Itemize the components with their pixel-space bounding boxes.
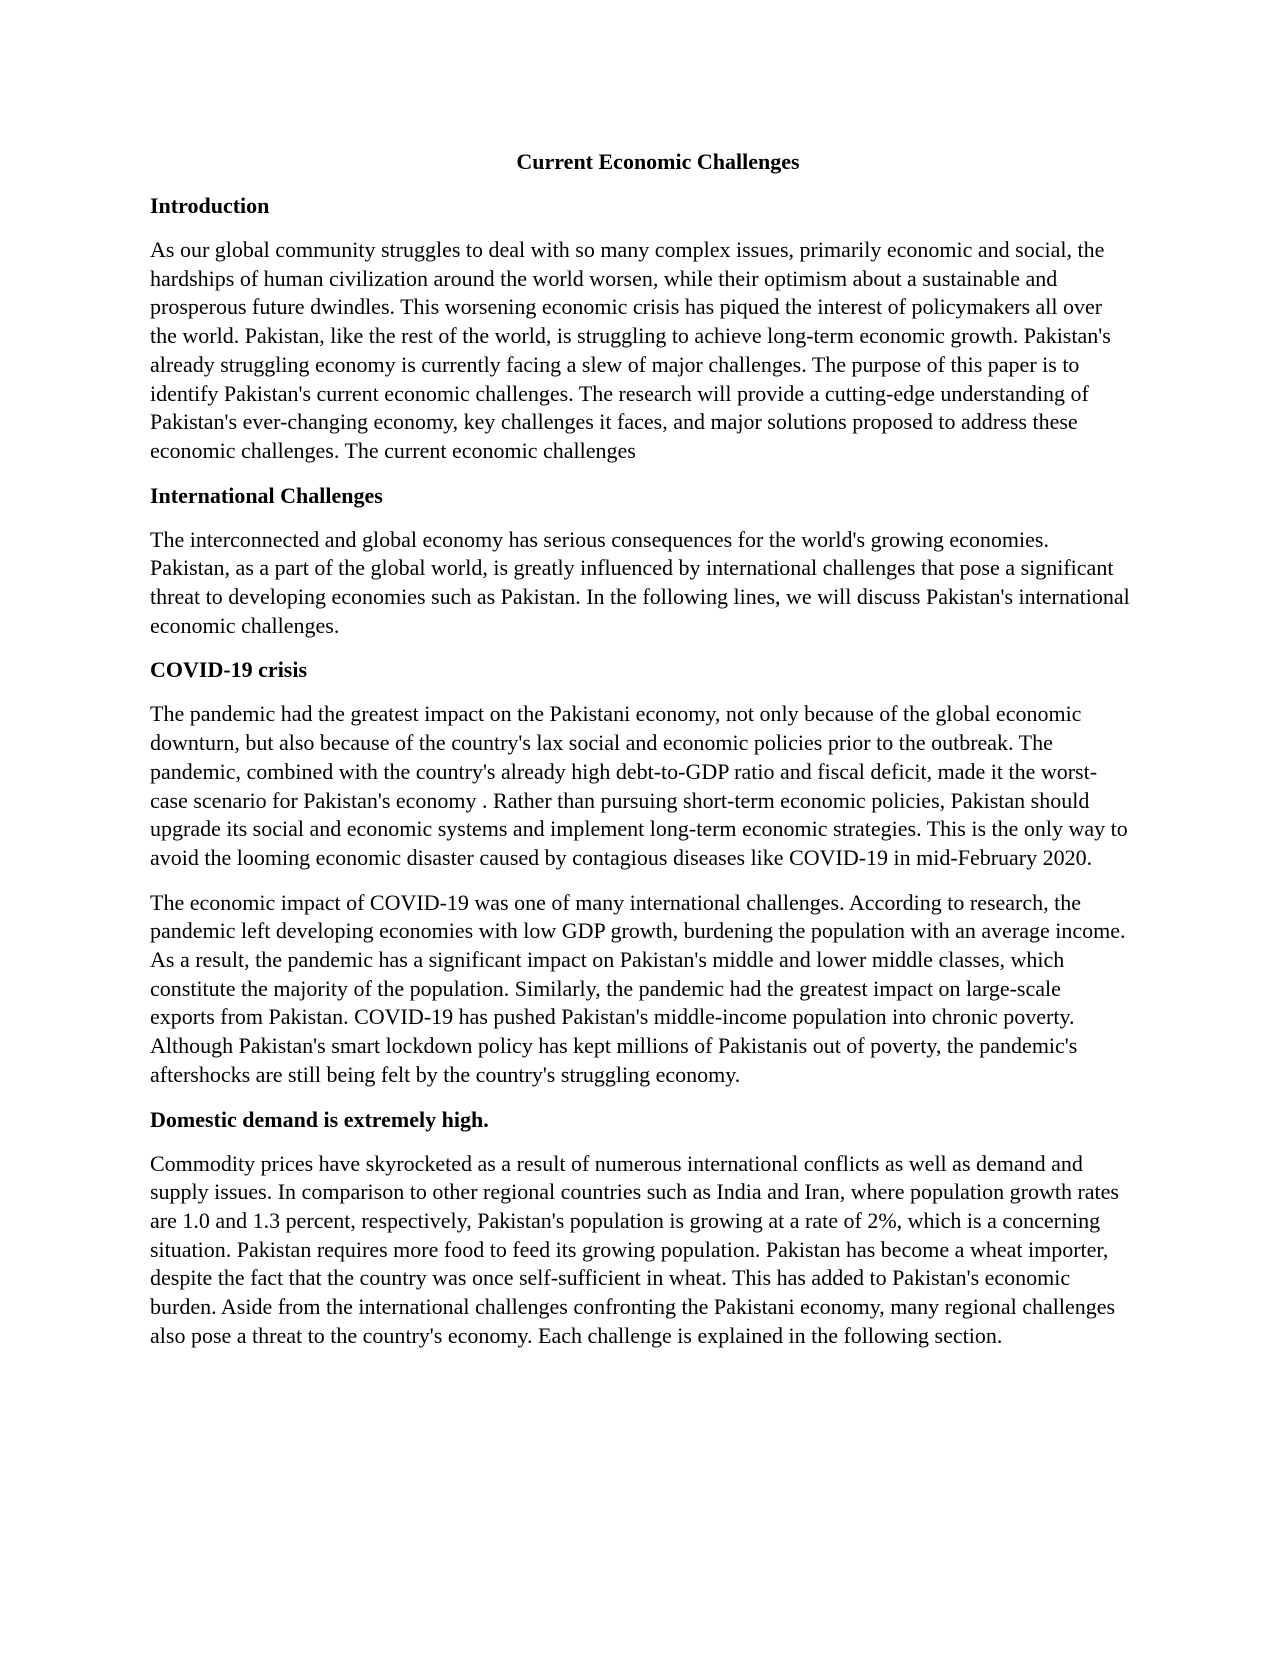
section-heading-introduction: Introduction (150, 193, 270, 218)
section-heading-domestic-demand: Domestic demand is extremely high. (150, 1106, 489, 1132)
paragraph-introduction: As our global community struggles to deal with so many complex issues, primarily economic and social, the hardships of human civilization around the world worsen, while their optimism about a sustainable and prosperous future dwindles. This worsening economic crisis has piqued the interest of policymakers all over the world. Pakistan, like the rest of the world, is struggling to achieve long-term economic growth. Pakistan's already struggling economy is currently facing a slew of major challenges. The purpose of this paper is to identify Pakistan's current economic challenges. The research will provide a cutting-edge understanding of Pakistan's ever-changing economy, key challenges it faces, and major solutions proposed to address these economic challenges. The current economic challenges (150, 237, 1111, 463)
paragraph-international-challenges: The interconnected and global economy has serious consequences for the world's growing economies. Pakistan, as a part of the global world, is greatly influenced by international challenges that pose a significant threat to developing economies such as Pakistan. In the following lines, we will discuss Pakistan's international economic challenges. (150, 526, 1130, 638)
paragraph-domestic-demand: Commodity prices have skyrocketed as a result of numerous international conflicts as well as demand and supply issues. In comparison to other regional countries such as India and Iran, where population growth rates are 1.0 and 1.3 percent, respectively, Pakistan's population is growing at a rate of 2%, which is a concerning situation. Pakistan requires more food to feed its growing population. Pakistan has become a wheat importer, despite the fact that the country was once self-sufficient in wheat. This has added to Pakistan's economic burden. Aside from the international challenges confronting the Pakistani economy, many regional challenges also pose a threat to the country's economy. Each challenge is explained in the following section. (150, 1150, 1119, 1348)
document-title: Current Economic Challenges (516, 149, 800, 174)
section-heading-international-challenges: International Challenges (150, 482, 383, 508)
section-heading-covid-19-crisis: COVID-19 crisis (150, 657, 308, 683)
paragraph-covid-19-crisis-1: The pandemic had the greatest impact on the Pakistani economy, not only because of the global economic downturn, but also because of the country's lax social and economic policies prior to the outbreak. The pandemic, combined with the country's already high debt-to-GDP ratio and fiscal deficit, made it the worst-case scenario for Pakistan's economy . Rather than pursuing short-term economic policies, Pakistan should upgrade its social and economic systems and implement long-term economic strategies. This is the only way to avoid the looming economic disaster caused by contagious diseases like COVID-19 in mid-February 2020. (150, 701, 1128, 870)
document-page (150, 148, 1130, 1367)
paragraph-covid-19-crisis-2: The economic impact of COVID-19 was one of many international challenges. According to research, the pandemic left developing economies with low GDP growth, burdening the population with an average income. As a result, the pandemic has a significant impact on Pakistan's middle and lower middle classes, which constitute the majority of the population. Similarly, the pandemic had the greatest impact on large-scale exports from Pakistan. COVID-19 has pushed Pakistan's middle-income population into chronic poverty. Although Pakistan's smart lockdown policy has kept millions of Pakistanis out of poverty, the pandemic's aftershocks are still being felt by the country's struggling economy. (150, 889, 1126, 1087)
